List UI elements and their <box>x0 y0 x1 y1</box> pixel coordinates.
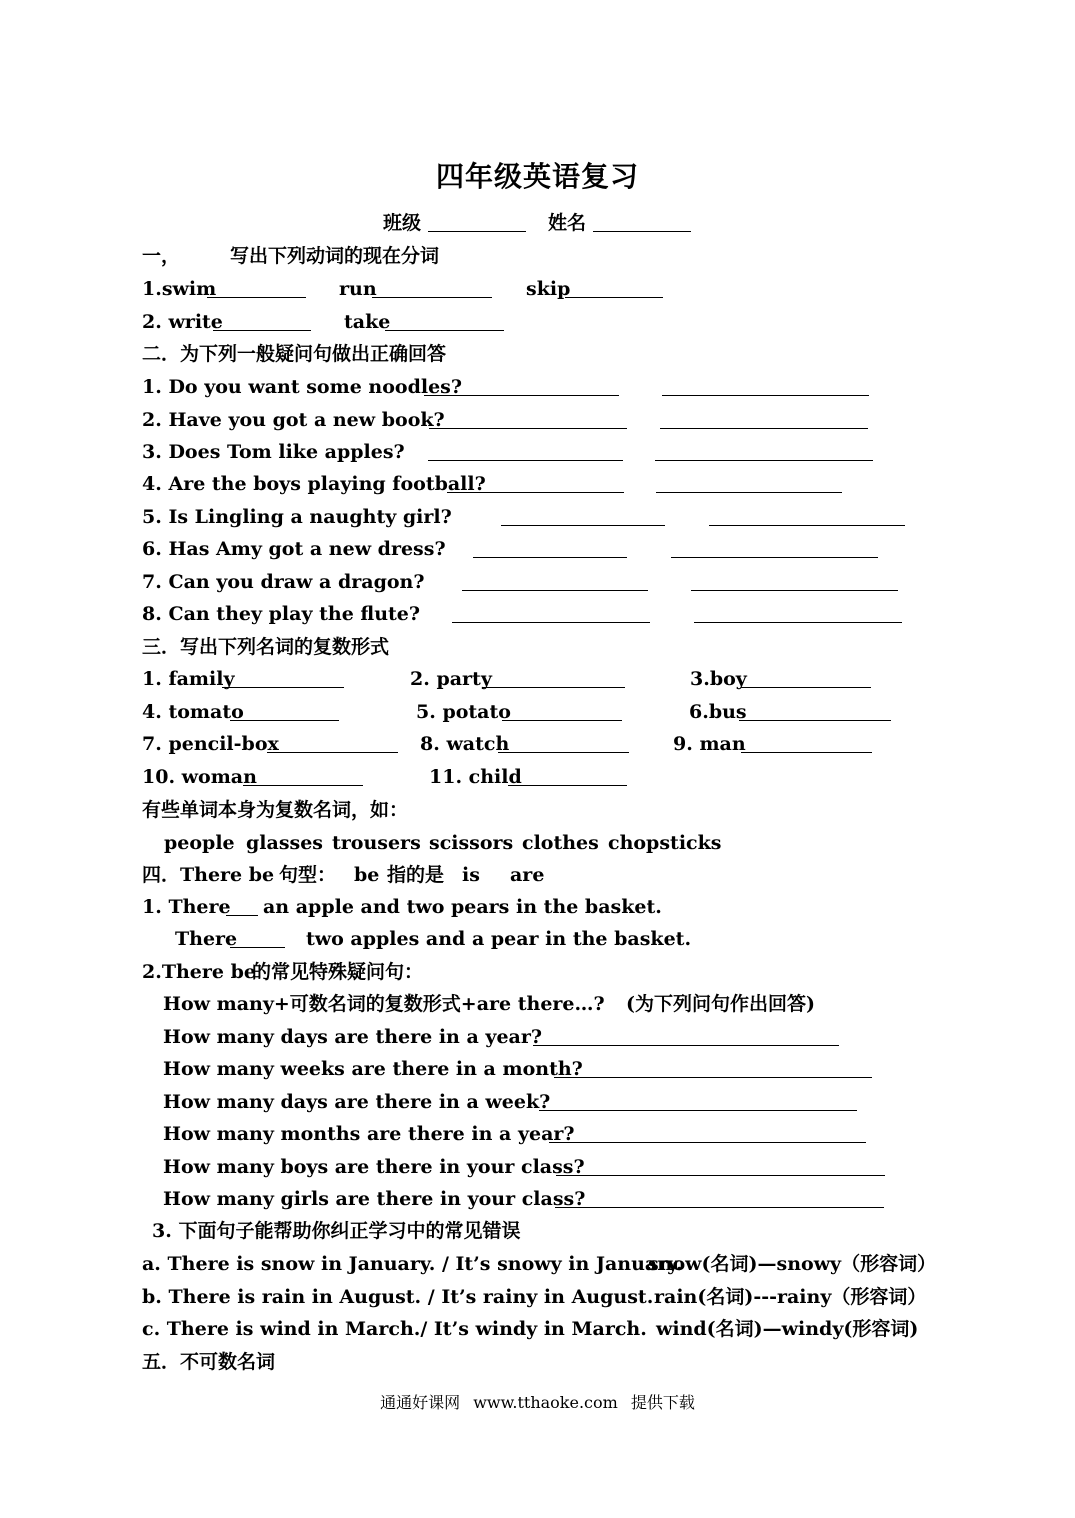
example-note: wind(名词)—windy(形容词) <box>656 1318 919 1340</box>
section-1-number: 一， <box>142 245 181 267</box>
answer-blank[interactable] <box>655 460 873 461</box>
section-2-text: 二．为下列一般疑问句做出正确回答 <box>142 343 447 365</box>
example-sentence: a. There is snow in January. / It’s snowy in January. <box>142 1253 683 1275</box>
answer-blank[interactable] <box>501 525 665 526</box>
page-footer <box>0 1390 1075 1413</box>
answer-blank[interactable] <box>508 785 627 786</box>
answer-blank[interactable] <box>230 720 339 721</box>
answer-blank[interactable] <box>671 557 878 558</box>
answer-blank[interactable] <box>429 428 627 429</box>
answer-blank[interactable] <box>660 428 868 429</box>
answer-blank[interactable] <box>498 752 629 753</box>
answer-blank[interactable] <box>447 492 624 493</box>
plural-word: trousers <box>332 832 421 854</box>
verb-item: 1.swim <box>142 278 217 300</box>
pattern-text: How many+可数名词的复数形式+are there…? <box>163 993 605 1015</box>
answer-blank[interactable] <box>222 687 344 688</box>
example-note: rain(名词)---rainy（形容词） <box>654 1286 927 1308</box>
question-text: 3. Does Tom like apples? <box>142 441 405 463</box>
answer-blank[interactable] <box>213 330 311 331</box>
answer-blank[interactable] <box>555 1207 884 1208</box>
verb-item: skip <box>526 278 571 300</box>
answer-blank[interactable] <box>739 720 891 721</box>
answer-blank[interactable] <box>267 752 398 753</box>
sentence-start: 1. There <box>142 896 231 918</box>
answer-blank[interactable] <box>549 1142 866 1143</box>
answer-blank[interactable] <box>691 590 898 591</box>
section-4-number: 四．There be <box>142 864 275 886</box>
answer-blank[interactable] <box>385 330 504 331</box>
question-text: How many boys are there in your class? <box>163 1156 585 1178</box>
verb-item: take <box>344 311 391 333</box>
answer-blank[interactable] <box>452 622 650 623</box>
example-sentence: b. There is rain in August. / It’s rainy in August. <box>142 1286 654 1308</box>
verb-item: 2. write <box>142 311 223 333</box>
noun-item: 8. watch <box>420 733 510 755</box>
question-text: How many days are there in a week? <box>163 1091 551 1113</box>
name-blank[interactable] <box>593 231 691 232</box>
section-4-be: be <box>354 864 380 886</box>
noun-item: 4. tomato <box>142 701 244 723</box>
plural-word: glasses <box>246 832 323 854</box>
answer-blank[interactable] <box>230 947 285 948</box>
noun-item: 10. woman <box>142 766 257 788</box>
footer-suffix: 提供下载 <box>630 1393 695 1412</box>
answer-blank[interactable] <box>556 1175 885 1176</box>
section-4-means: 指的是 <box>387 864 445 886</box>
sentence-rest: an apple and two pears in the basket. <box>263 896 662 918</box>
answer-blank[interactable] <box>741 752 872 753</box>
answer-blank[interactable] <box>502 720 622 721</box>
verb-item: run <box>339 278 377 300</box>
name-label: 姓名 <box>548 212 587 234</box>
noun-item: 2. party <box>410 668 492 690</box>
question-text: 5. Is Lingling a naughty girl? <box>142 506 452 528</box>
footer-site: 通通好课网 <box>380 1393 461 1412</box>
q2-text: 的常见特殊疑问句： <box>252 961 424 983</box>
answer-blank[interactable] <box>473 557 627 558</box>
sentence-rest: two apples and a pear in the basket. <box>306 928 692 950</box>
noun-item: 11. child <box>429 766 522 788</box>
answer-blank[interactable] <box>428 460 623 461</box>
section-5-text: 五．不可数名词 <box>142 1351 276 1373</box>
noun-item: 5. potato <box>416 701 511 723</box>
question-text: 4. Are the boys playing football? <box>142 473 486 495</box>
answer-blank[interactable] <box>741 687 871 688</box>
plural-note-text: 有些单词本身为复数名词，如： <box>142 799 409 821</box>
class-name-row <box>0 208 1075 238</box>
section-4-text: 句型： <box>279 864 337 886</box>
q2-label: 2.There be <box>142 961 256 983</box>
answer-blank[interactable] <box>656 492 842 493</box>
plural-word: chopsticks <box>608 832 722 854</box>
section-3-text: 三．写出下列名词的复数形式 <box>142 636 390 658</box>
section-4-are: are <box>510 864 545 886</box>
example-note: snow(名词)—snowy（形容词） <box>648 1253 937 1275</box>
plural-word: clothes <box>522 832 599 854</box>
answer-blank[interactable] <box>694 622 902 623</box>
question-text: 2. Have you got a new book? <box>142 409 445 431</box>
section-4-is: is <box>462 864 480 886</box>
answer-blank[interactable] <box>207 297 306 298</box>
question-text: How many months are there in a year? <box>163 1123 575 1145</box>
question-text: 1. Do you want some noodles? <box>142 376 462 398</box>
page-title: 四年级英语复习 <box>435 160 639 193</box>
answer-blank[interactable] <box>243 785 363 786</box>
question-text: 7. Can you draw a dragon? <box>142 571 425 593</box>
plural-word: people <box>164 832 235 854</box>
noun-item: 1. family <box>142 668 235 690</box>
answer-blank[interactable] <box>709 525 905 526</box>
class-label: 班级 <box>383 212 422 234</box>
answer-blank[interactable] <box>482 687 625 688</box>
question-text: How many days are there in a year? <box>163 1026 542 1048</box>
answer-blank[interactable] <box>533 1045 839 1046</box>
answer-blank[interactable] <box>539 1110 857 1111</box>
noun-item: 9. man <box>673 733 746 755</box>
question-text: 8. Can they play the flute? <box>142 603 421 625</box>
question-text: 6. Has Amy got a new dress? <box>142 538 446 560</box>
class-blank[interactable] <box>428 231 526 232</box>
answer-blank[interactable] <box>226 915 258 916</box>
answer-blank[interactable] <box>565 297 663 298</box>
question-text: How many girls are there in your class? <box>163 1188 586 1210</box>
noun-item: 7. pencil-box <box>142 733 279 755</box>
answer-blank[interactable] <box>554 1077 872 1078</box>
answer-blank[interactable] <box>462 590 648 591</box>
pattern-note: (为下列问句作出回答) <box>626 993 815 1015</box>
answer-blank[interactable] <box>372 297 492 298</box>
noun-item: 3.boy <box>690 668 747 690</box>
example-sentence: c. There is wind in March./ It’s windy in March. <box>142 1318 647 1340</box>
noun-item: 6.bus <box>689 701 747 723</box>
common-errors-text: 3. 下面句子能帮助你纠正学习中的常见错误 <box>152 1220 521 1242</box>
section-1-text: 写出下列动词的现在分词 <box>230 245 440 267</box>
answer-blank[interactable] <box>662 395 869 396</box>
plural-word: scissors <box>429 832 514 854</box>
sentence-start: There <box>175 928 238 950</box>
answer-blank[interactable] <box>424 395 619 396</box>
question-text: How many weeks are there in a month? <box>163 1058 583 1080</box>
footer-url[interactable]: www.tthaoke.com <box>473 1393 618 1412</box>
